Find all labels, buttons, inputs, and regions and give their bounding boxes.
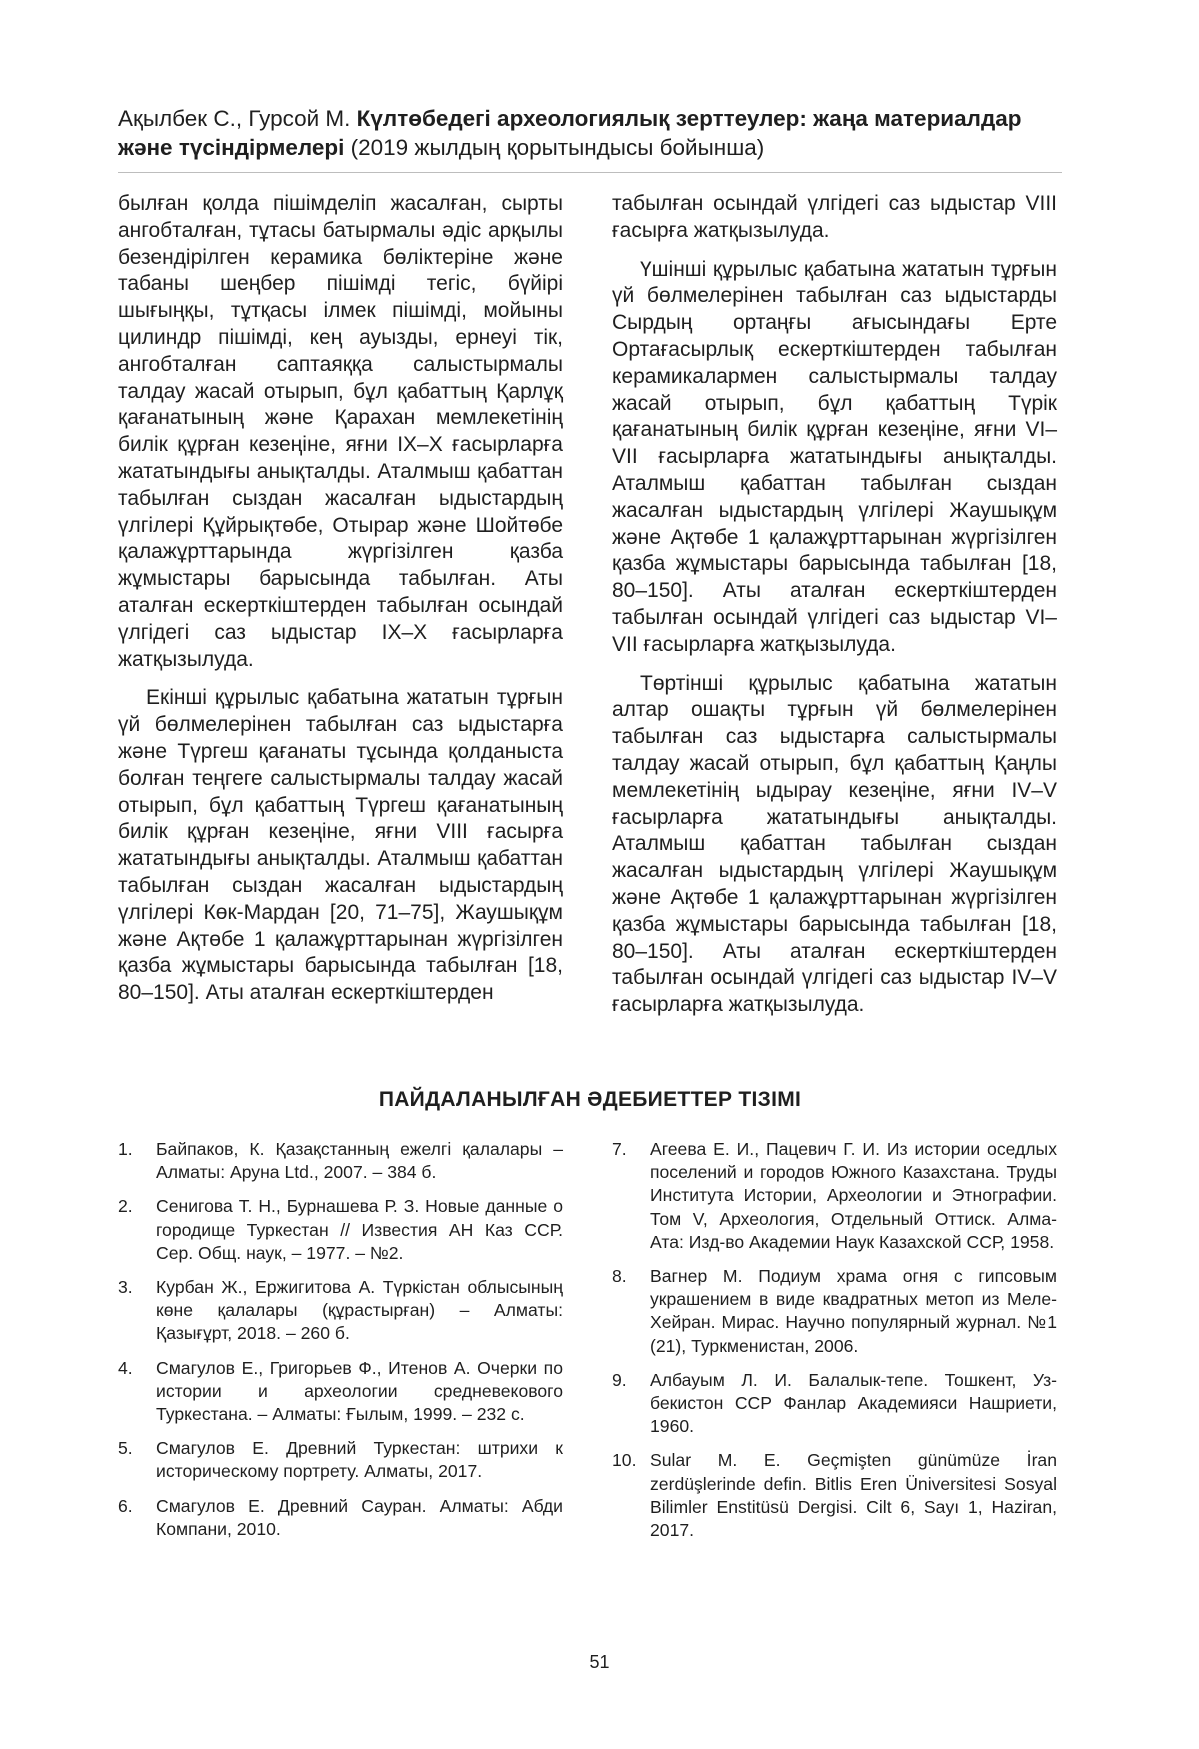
reference-item	[118, 1437, 563, 1483]
reference-text: Sular M. E. Geçmişten günümüze İran zerdüşlerinde defin. Bitlis Eren Üniversitesi Sosyal Bilimler Enstitüsü Dergisi. Cilt 6, Sayı 1, Haziran, 2017.	[650, 1450, 1057, 1541]
reference-number: 9.	[612, 1369, 627, 1390]
reference-number: 8.	[612, 1266, 627, 1287]
reference-text: Байпаков, К. Қазақстанның ежелгі қалалары – Алматы: Аруна Ltd., 2007. – 384 б.	[156, 1139, 563, 1183]
reference-item	[118, 1195, 563, 1265]
body-paragraph: Екінші құрылыс қабатына жататын тұрғын үй бөлмелерінен табылған саз ыдыстарға және Түргеш қағанаты тұсында қолданыста болған теңгеге салыстырмалы талдау жасай отырып, бұл қабаттың Түргеш қағанатының билік құрған кезеңіне, яғни VIII ғасырға жататындығы анықталды. Аталмыш қабаттан табылған сыздан жасалған ыдыстардың үлгілері Көк-Мардан [20, 71–75], Жаушықұм және Ақтөбе 1 қалажұрттарынан жүргізілген қазба жұмыстары барысында табылған [18, 80–150]. Аты аталған ескерткіштерден	[118, 686, 563, 1005]
reference-number: 1.	[118, 1139, 133, 1159]
reference-text: Албауым Л. И. Балалык-тепе. Тошкент, Узбекистон ССР Фанлар Академияси Нашриети, 1960.	[650, 1369, 1057, 1437]
references-column-right	[612, 1138, 1057, 1553]
body-column-left	[118, 191, 563, 1019]
reference-number: 6.	[118, 1495, 133, 1516]
header-title: Күлтөбедегі археологиялық зерттеулер: жаңа материалдар және түсіндірмелері	[118, 106, 1022, 160]
reference-number: 10.	[612, 1450, 637, 1471]
reference-item	[612, 1449, 1057, 1542]
body-paragraph: табылған осындай үлгідегі саз ыдыстар VIII ғасырға жатқызылуда.	[612, 192, 1057, 242]
reference-text: Вагнер М. Подиум храма огня с гипсовым украшением в виде квадратных метоп из Меле-Хейран. Мирас. Научно популярный журнал. №1 (21), Туркменистан, 2006.	[650, 1266, 1057, 1356]
reference-item	[118, 1138, 563, 1184]
reference-number: 3.	[118, 1277, 133, 1298]
body-paragraph: Үшінші құрылыс қабатына жататын тұрғын үй бөлмелерінен табылған саз ыдыстарды Сырдың ортаңғы ағысындағы Ерте Ортағасырлық ескерткіштерден табылған керамикалармен салыстырмалы талдау жасай отырып, бұл қабаттың Түрік қағанатының билік құрған кезеңіне, яғни VI–VII ғасырларға жататындығы анықталды. Аталмыш қабаттан табылған сыздан жасалған ыдыстардың үлгілері Жаушықұм және Ақтөбе 1 қалажұрттарынан жүргізілген қазба жұмыстары барысында табылған [18, 80–150]. Аты аталған ескерткіштерден табылған осындай үлгідегі саз ыдыстар VI–VII ғасырларға жатқызылуда.	[612, 257, 1057, 656]
reference-number: 4.	[118, 1357, 133, 1378]
running-header	[118, 104, 1062, 162]
reference-item	[612, 1369, 1057, 1439]
reference-text: Сенигова Т. Н., Бурнашева Р. З. Новые данные о городище Туркестан // Известия АН Каз ССР. Сер. Общ. наук, – 1977. – №2.	[156, 1196, 563, 1263]
body-column-right	[612, 191, 1057, 1031]
reference-text: Смагулов Е., Григорьев Ф., Итенов А. Очерки по истории и археологии средневекового Туркестана. – Алматы: Ғылым, 1999. – 232 с.	[156, 1357, 563, 1425]
header-divider	[118, 172, 1062, 173]
reference-item	[118, 1495, 563, 1541]
reference-text: Курбан Ж., Ержигитова А. Түркістан облысының көне қалалары (құрастырған) – Алматы: Қазығұрт, 2018. – 260 б.	[156, 1277, 563, 1344]
header-subtitle: (2019 жылдың қорытындысы бойынша)	[344, 135, 765, 160]
body-paragraph: былған қолда пішімделіп жасалған, сырты ангобталған, тұтасы батырмалы әдіс арқылы безендірілген керамика бөліктеріне және табаны шеңбер пішімді тегіс, бүйірі шығыңқы, тұтқасы ілмек пішімді, мойыны цилиндр пішімді, кең ауызды, ернеуі тік, ангобталған саптаяққа салыстырмалы талдау жасай отырып, бұл қабаттың Қарлұқ қағанатының және Қарахан мемлекетінің билік құрған кезеңіне, яғни IX–X ғасырларға жататындығы анықталды. Аталмыш қабаттан табылған сыздан жасалған ыдыстардың үлгілері Құйрықтөбе, Отырар және Шойтөбе қалажұрттарында жүргізілген қазба жұмыстары барысында табылған. Аты аталған ескерткіштерден табылған осындай үлгідегі саз ыдыстар IX–X ғасырларға жатқызылуда.	[118, 192, 563, 671]
reference-text: Смагулов Е. Древний Сауран. Алматы: Абди Компани, 2010.	[156, 1495, 563, 1539]
reference-item	[118, 1276, 563, 1346]
page-number: 51	[589, 1652, 610, 1672]
reference-item	[118, 1357, 563, 1427]
reference-number: 2.	[118, 1196, 133, 1217]
reference-text: Смагулов Е. Древний Туркестан: штрихи к историческому портрету. Алматы, 2017.	[156, 1438, 563, 1482]
reference-text: Агеева Е. И., Пацевич Г. И. Из истории оседлых поселений и городов Южного Казахстана. Труды Института Истории, Археологии и Этнографии. Том V, Археология, Отдельный Оттиск. Алма-Ата: Изд-во Академии Наук Казахской ССР, 1958.	[650, 1139, 1057, 1252]
body-paragraph: Төртінші құрылыс қабатына жататын алтар ошақты тұрғын үй бөлмелерінен табылған саз ыдыстарға салыстырмалы талдау жасай отырып, бұл қабаттың Қаңлы мемлекетінің ыдырау кезеңіне, яғни IV–V ғасырларға жататындығы анықталды. Аталмыш қабаттан табылған сыздан жасалған ыдыстардың үлгілері Жаушықұм және Ақтөбе 1 қалажұрттарынан жүргізілген қазба жұмыстары барысында табылған [18, 80–150]. Аты аталған ескерткіштерден табылған осындай үлгідегі саз ыдыстар IV–V ғасырларға жатқызылуда.	[612, 671, 1057, 1017]
reference-number: 7.	[612, 1139, 627, 1159]
reference-item	[612, 1265, 1057, 1358]
header-authors: Ақылбек С., Гурсой М.	[118, 106, 357, 131]
reference-item	[612, 1138, 1057, 1254]
reference-number: 5.	[118, 1438, 133, 1459]
references-heading: ПАЙДАЛАНЫЛҒАН ӘДЕБИЕТТЕР ТІЗІМІ	[378, 1088, 802, 1111]
references-column-left	[118, 1138, 563, 1552]
